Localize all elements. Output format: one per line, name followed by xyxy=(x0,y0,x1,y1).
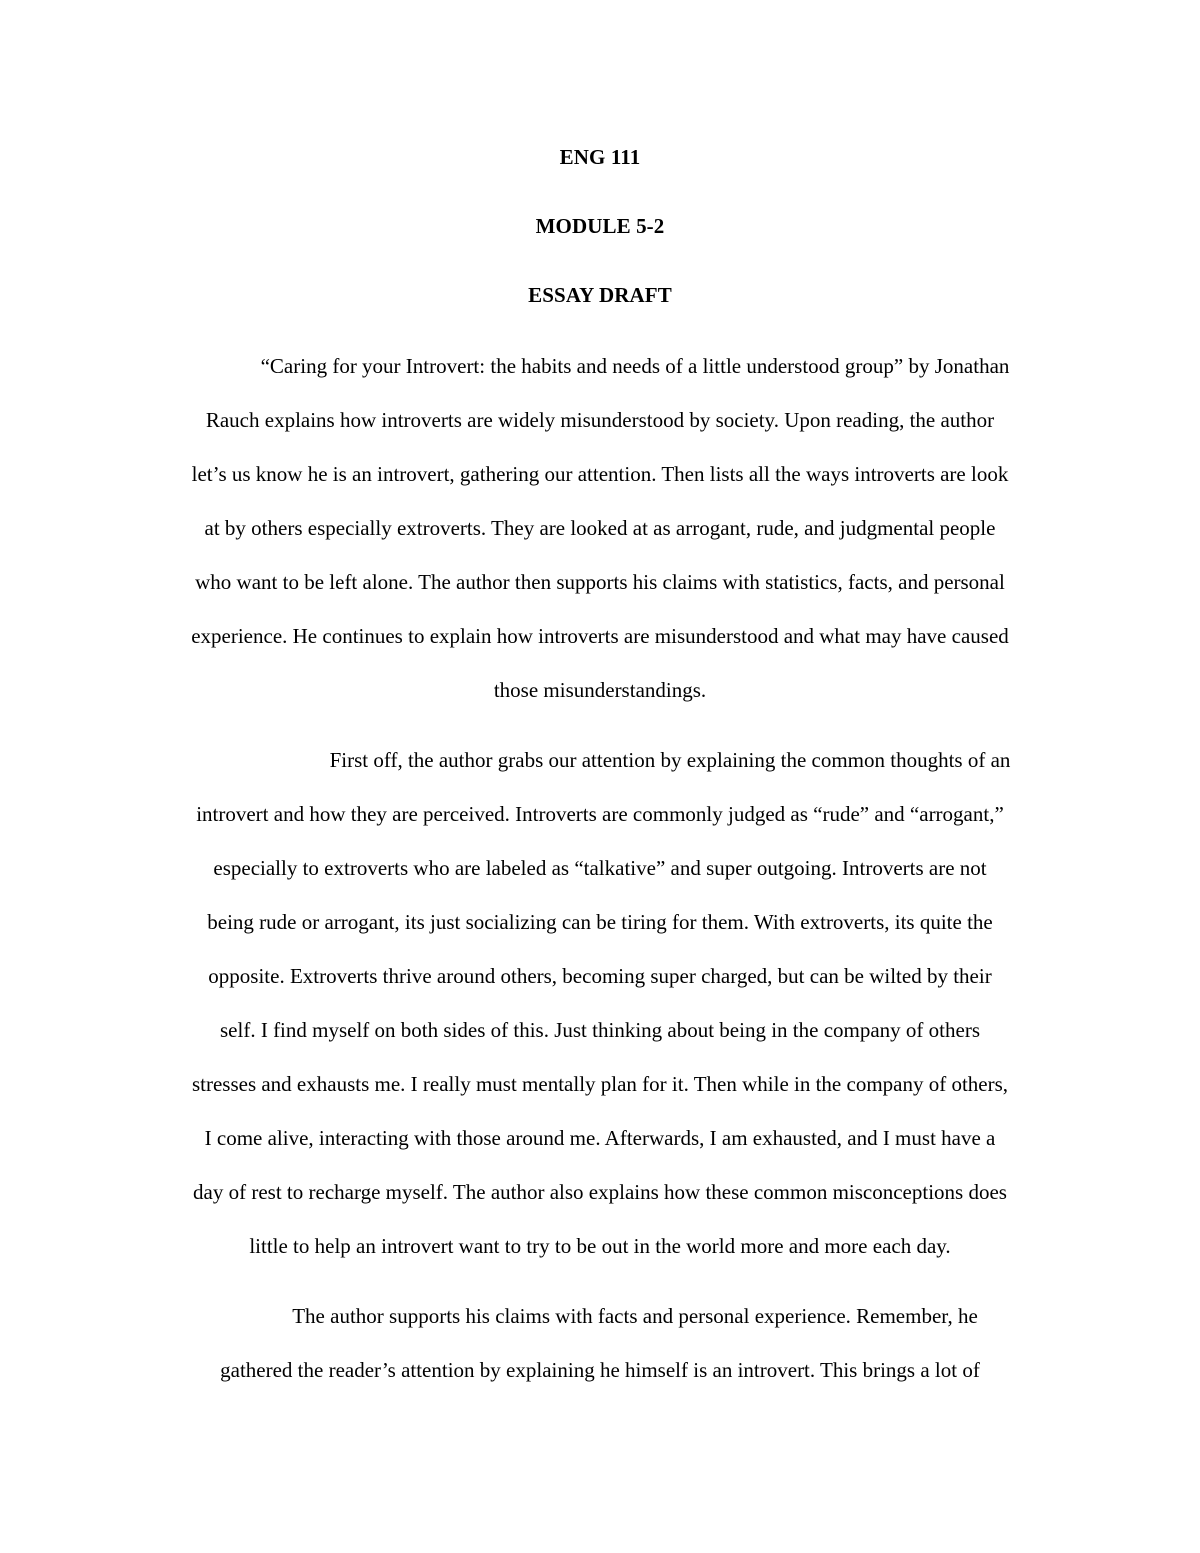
paragraph-line: The author supports his claims with facts and personal experience. Remember, he xyxy=(292,1304,978,1328)
paragraph-line: day of rest to recharge myself. The author also explains how these common misconceptions does xyxy=(193,1180,1007,1204)
paragraph-line: stresses and exhausts me. I really must mentally plan for it. Then while in the company of others, xyxy=(191,1072,1009,1096)
paragraph-line: Rauch explains how introverts are widely misunderstood by society. Upon reading, the author xyxy=(205,408,995,432)
paragraph-line: self. I find myself on both sides of this. Just thinking about being in the company of others xyxy=(220,1018,980,1042)
paragraph-line: at by others especially extroverts. They are looked at as arrogant, rude, and judgmental people xyxy=(204,516,996,540)
paragraph-line: those misunderstandings. xyxy=(493,678,707,702)
paragraph-line: who want to be left alone. The author then supports his claims with statistics, facts, and personal xyxy=(195,570,1005,594)
paragraph-line: “Caring for your Introvert: the habits and needs of a little understood group” by Jonathan xyxy=(260,354,1010,378)
paragraph-line: First off, the author grabs our attention by explaining the common thoughts of an xyxy=(329,748,1011,772)
paragraph-line: little to help an introvert want to try to be out in the world more and more each day. xyxy=(249,1234,951,1258)
course-heading: ENG 111 xyxy=(559,145,641,169)
paragraph-line: being rude or arrogant, its just socializing can be tiring for them. With extroverts, its quite the xyxy=(207,910,993,934)
paragraph-line: let’s us know he is an introvert, gathering our attention. Then lists all the ways introverts are look xyxy=(191,462,1009,486)
paragraph-line: introvert and how they are perceived. Introverts are commonly judged as “rude” and “arrogant,” xyxy=(196,802,1004,826)
essay-title: ESSAY DRAFT xyxy=(528,283,672,307)
paragraph-line: gathered the reader’s attention by explaining he himself is an introvert. This brings a lot of xyxy=(220,1358,980,1382)
paragraph-line: I come alive, interacting with those around me. Afterwards, I am exhausted, and I must have a xyxy=(204,1126,996,1150)
paragraph-line: experience. He continues to explain how introverts are misunderstood and what may have caused xyxy=(191,624,1009,648)
paragraph-line: especially to extroverts who are labeled as “talkative” and super outgoing. Introverts are not xyxy=(213,856,987,880)
paragraph-line: opposite. Extroverts thrive around others, becoming super charged, but can be wilted by their xyxy=(208,964,992,988)
module-heading: MODULE 5-2 xyxy=(535,214,665,238)
